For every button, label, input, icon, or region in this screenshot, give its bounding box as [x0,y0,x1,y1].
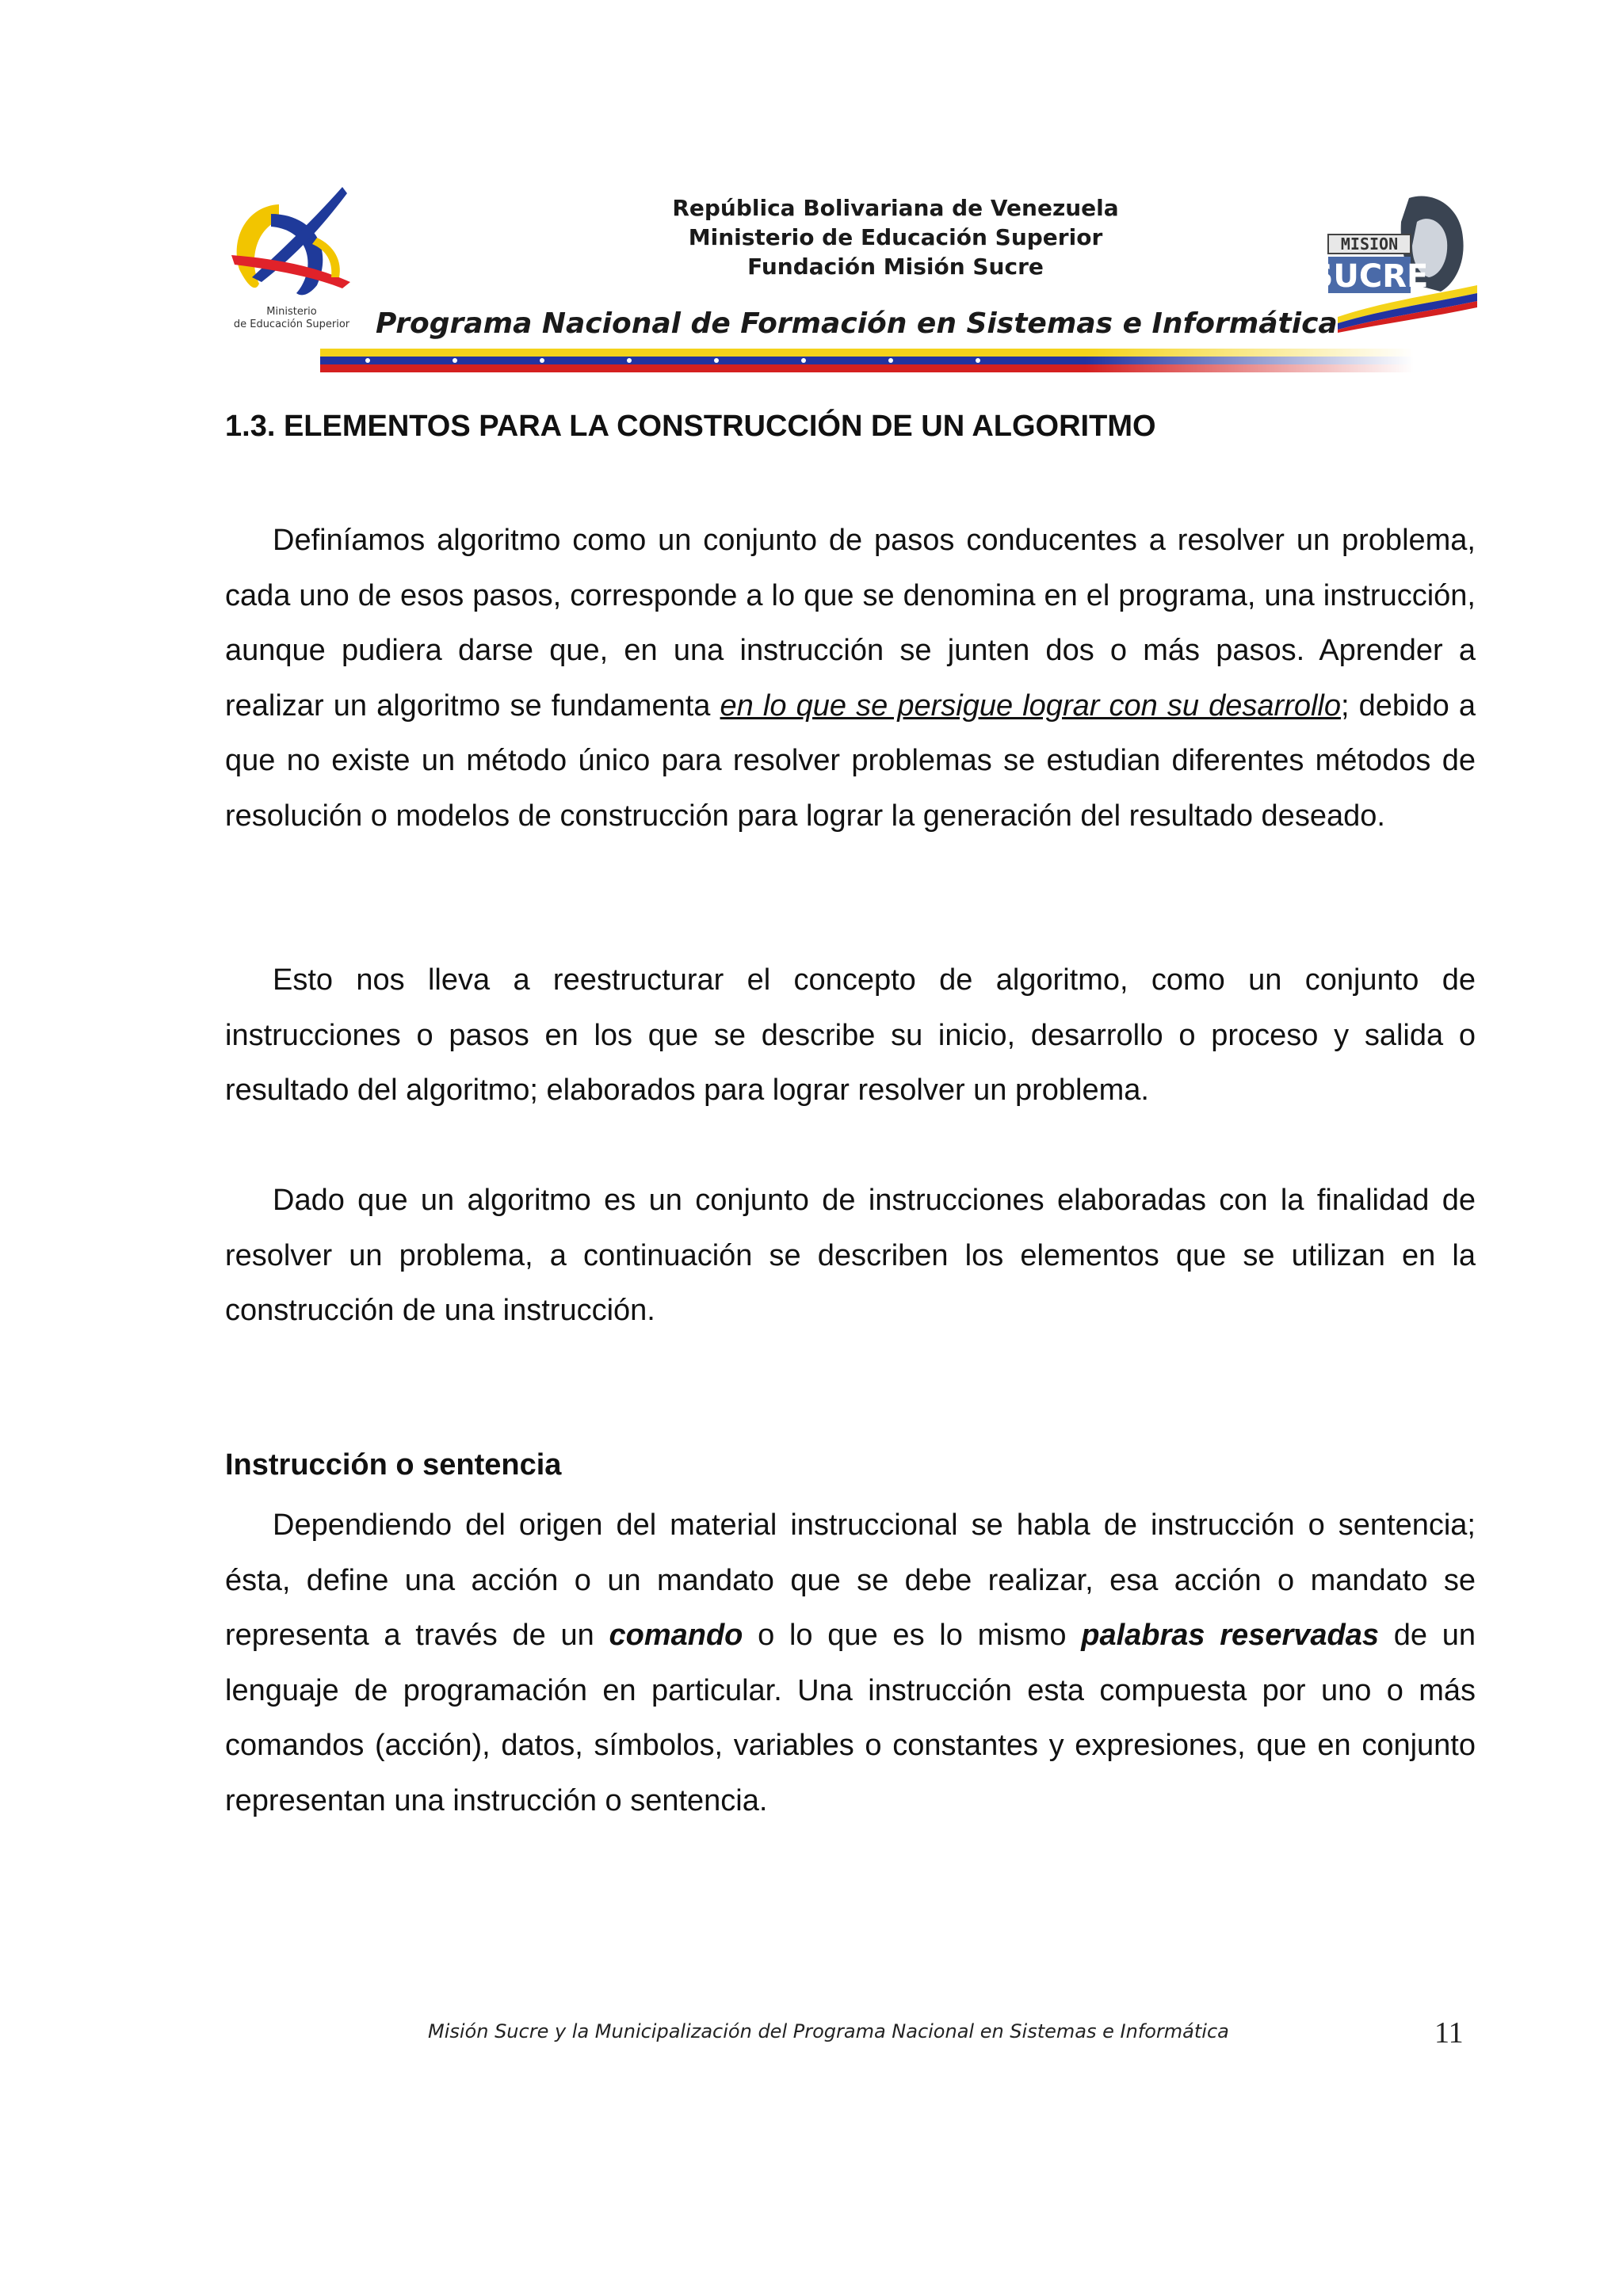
subsection-heading: Instrucción o sentencia [225,1448,562,1482]
ministry-logo-caption [212,306,371,331]
ministry-logo-icon [223,182,357,309]
flag-band [320,349,1414,372]
flag-band-graphic [320,349,1414,372]
logo-right-text-main: SUCRE [1322,258,1429,295]
program-title: Programa Nacional de Formación en Sistemas e Informática [376,307,1338,340]
logo-right-text-top: MISION [1340,235,1399,254]
footer-text: Misión Sucre y la Municipalización del Programa Nacional en Sistemas e Informática [428,2020,1229,2042]
ministry-caption-line2: de Educación Superior [233,318,350,330]
p4-text-a: Dependiendo del origen del material instruccional se habla de instrucción o sentencia; ésta, define una acción o un mandato que se debe realizar, esa acción o mandato se representa a través de un [225,1508,1476,1652]
institution-header [618,193,1173,281]
p4-text-c: de un lenguaje de programación en particular. Una instrucción esta compuesta por uno o más comandos (acción), datos, símbolos, variables o constantes y expresiones, que en conjunto representan una instrucción o sentencia. [225,1619,1476,1817]
p1-text-a: Definíamos algoritmo como un conjunto de pasos conducentes a resolver un problema, cada uno de esos pasos, corresponde a lo que se denomina en el programa, una instrucción, aunque pudiera darse que, en una instrucción se junten dos o más pasos. Aprender a realizar un algoritmo se fundamenta [225,524,1476,723]
header-foundation: Fundación Misión Sucre [747,254,1044,280]
p4-term-palabras-reservadas: palabras reservadas [1081,1619,1379,1652]
paragraph-definition [225,513,1476,844]
paragraph-instruction [225,1498,1476,1829]
paragraph-elements: Dado que un algoritmo es un conjunto de instrucciones elaboradas con la finalidad de resolver un problema, a continuación se describen los elementos que se utilizan en la construcción de una instrucción. [225,1184,1476,1327]
p4-text-b: o lo que es lo mismo [743,1619,1082,1652]
p1-underlined-phrase: en lo que se persigue lograr con su desarrollo [720,688,1341,723]
page-number: 11 [1434,2016,1464,2050]
header-ministry: Ministerio de Educación Superior [688,224,1103,250]
ministry-caption-line1: Ministerio [266,306,317,318]
mision-sucre-logo [1322,190,1480,333]
header-country: República Bolivariana de Venezuela [672,195,1119,221]
p1-text-b: ; debido a que no existe un método único para resolver problemas se estudian diferentes métodos de resolución o modelos de construcción para lograr la generación del resultado deseado. [225,688,1476,833]
paragraph-restructure: Esto nos lleva a reestructurar el concepto de algoritmo, como un conjunto de instrucciones o pasos en los que se describe su inicio, desarrollo o proceso y salida o resultado del algoritmo; elaborados para lograr resolver un problema. [225,963,1476,1107]
p4-term-comando: comando [609,1619,743,1652]
section-heading: 1.3. ELEMENTOS PARA LA CONSTRUCCIÓN DE UN ALGORITMO [225,410,1156,443]
mision-sucre-logo-icon [1322,190,1480,333]
